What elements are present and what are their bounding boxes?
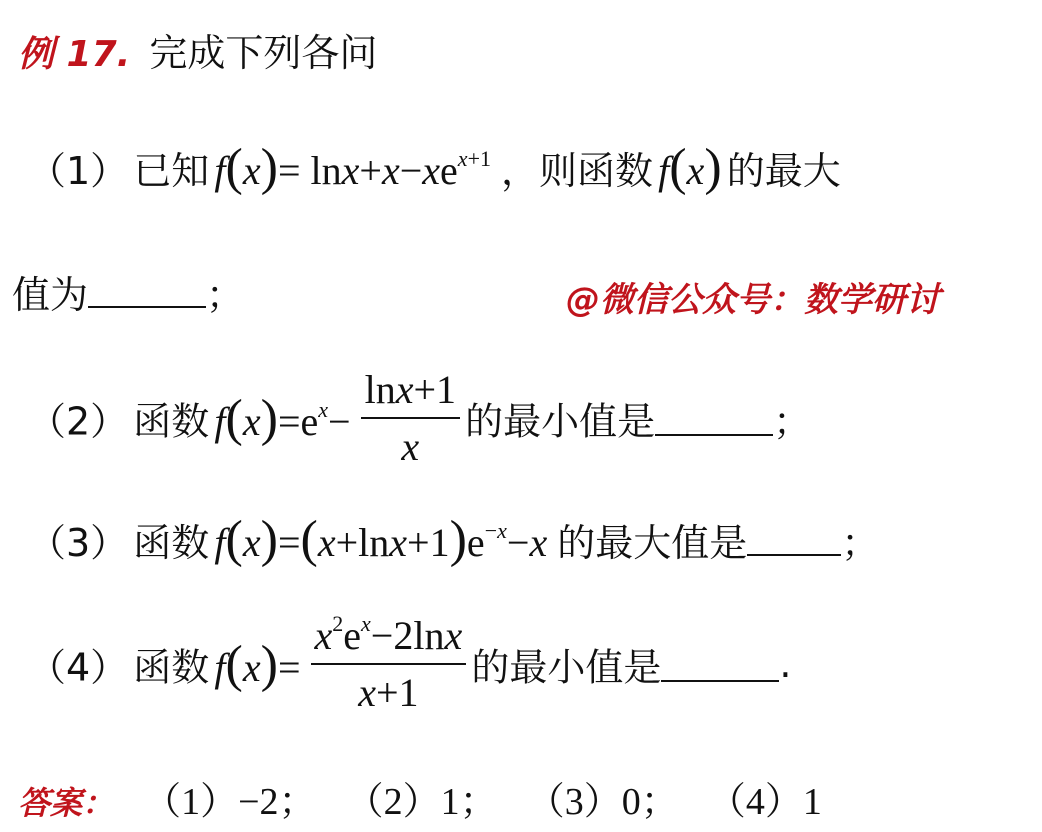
problem-1-function: f(x) [658, 139, 722, 196]
problem-1-prefix: 已知 [133, 149, 210, 193]
answer-blank-4[interactable] [661, 646, 779, 682]
answer-blank-3[interactable] [747, 520, 841, 556]
problem-4-fraction: $\frac{x^2e^x-2\ln x}{x+1}$ [311, 612, 467, 716]
problem-3-index: （3） [28, 521, 129, 565]
problem-2-prefix: 函数 [133, 399, 210, 444]
example-label: 例 17. [18, 34, 131, 75]
problem-4-tail: 的最小值是 [471, 645, 662, 690]
answer-1: （1）−2； [143, 781, 317, 823]
problem-2-formula: $f(x)=e^x-$ [214, 389, 361, 447]
answer-3: （3）0； [526, 781, 679, 823]
problem-1-suffix: ，则函数 [500, 149, 653, 193]
problem-4 [28, 612, 791, 716]
answer-4: （4）1 [707, 781, 822, 823]
answer-label: 答案： [18, 784, 115, 822]
problem-4-prefix: 函数 [133, 645, 210, 690]
example-title: 完成下列各问 [149, 31, 378, 75]
answer-2: （2）1； [345, 781, 498, 823]
answer-blank-1[interactable] [88, 272, 206, 308]
problem-1-tail: 的最大 [726, 149, 841, 193]
problem-2-end: ； [773, 399, 812, 444]
problem-3 [28, 512, 879, 579]
answer-blank-2[interactable] [655, 400, 773, 436]
problem-1-end: ； [206, 273, 245, 317]
problem-4-end: . [779, 642, 792, 686]
problem-2-index: （2） [28, 399, 129, 444]
problem-1-cont: 值为 [12, 273, 89, 317]
problem-2-fraction: $\frac{\ln x+1}{x}$ [361, 366, 460, 470]
problem-2 [28, 366, 811, 470]
problem-1-index: （1） [28, 149, 129, 193]
problem-3-end: ； [841, 521, 880, 565]
problem-4-index: （4） [28, 645, 129, 690]
problem-3-prefix: 函数 [133, 521, 210, 565]
problem-3-tail: 的最大值是 [557, 521, 748, 565]
example-heading [18, 22, 377, 77]
watermark: @微信公众号：数学研讨 [566, 280, 940, 320]
problem-4-lhs: f(x)= [214, 635, 311, 693]
problem-1-line-1 [28, 140, 841, 207]
answer-row [18, 770, 822, 825]
problem-3-formula: $f(x)=(x+\ln x+1)e^{-x}-x$ [214, 511, 548, 568]
problem-2-tail: 的最小值是 [465, 399, 656, 444]
problem-1-formula: $f(x)= \ln x+x-xe^{x+1}$ [214, 139, 491, 196]
problem-1-line-2 [12, 270, 244, 328]
